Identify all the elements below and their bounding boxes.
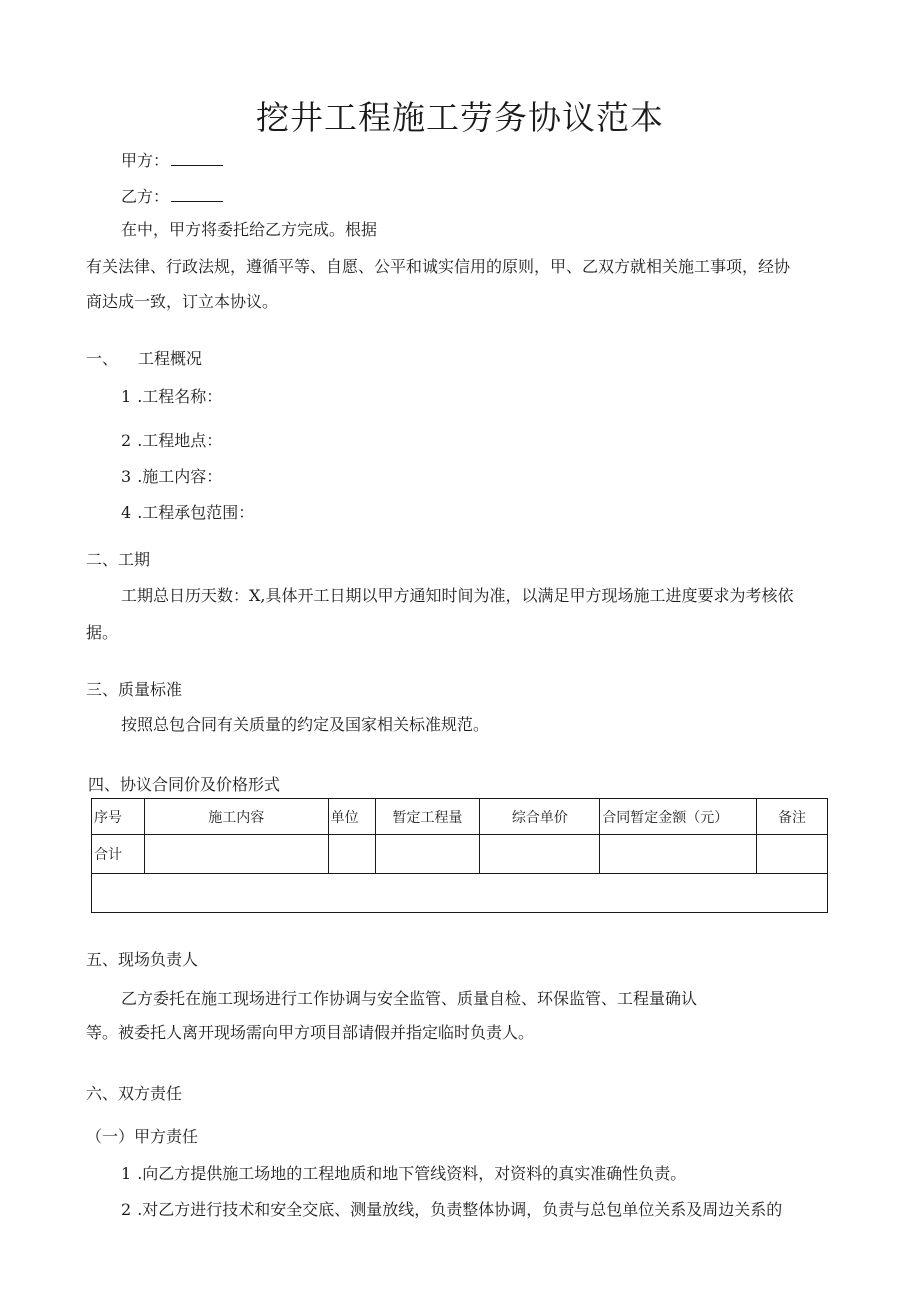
section-5-heading: 五、现场负责人 — [86, 950, 199, 969]
item-number: 1 — [121, 387, 132, 406]
table-cell — [600, 835, 757, 874]
party-b-label: 乙方： — [121, 187, 170, 206]
table-total-row — [92, 835, 828, 874]
item-text: .向乙方提供施工场地的工程地质和地下管线资料，对资料的真实准确性负责。 — [137, 1164, 687, 1183]
document-title: 挖井工程施工劳务协议范本 — [256, 98, 664, 137]
party-a-label: 甲方： — [121, 151, 170, 170]
section-6-heading: 六、双方责任 — [86, 1084, 183, 1103]
table-header-row — [92, 799, 828, 835]
section-1-number: 一、 — [86, 349, 119, 368]
section-1-title: 工程概况 — [138, 349, 203, 368]
party-b-line — [121, 184, 223, 207]
party-a-line — [121, 148, 223, 171]
item-number: 1 — [121, 1164, 132, 1183]
item-text: .工程地点： — [137, 431, 223, 450]
item-number: 2 — [121, 1200, 132, 1219]
item-number: 2 — [121, 431, 132, 450]
section-1-heading — [86, 346, 202, 369]
table-cell — [328, 835, 375, 874]
header-cell: 序号 — [92, 799, 145, 835]
party-a-duty-1 — [121, 1161, 686, 1184]
section-2-heading: 二、工期 — [86, 550, 151, 569]
section-3-line-1: 按照总包合同有关质量的约定及国家相关标准规范。 — [121, 715, 490, 734]
table-cell — [144, 835, 328, 874]
table-empty-row — [92, 874, 828, 913]
item-number: 4 — [121, 503, 132, 522]
header-cell: 合同暂定金额（元） — [600, 799, 757, 835]
item-text: .工程名称： — [137, 387, 223, 406]
item-text: .施工内容： — [137, 467, 223, 486]
project-item-3 — [121, 464, 222, 487]
project-item-2 — [121, 428, 222, 451]
total-label-cell: 合计 — [92, 835, 145, 874]
item-number: 3 — [121, 467, 132, 486]
item-text: .工程承包范围： — [137, 503, 255, 522]
party-b-blank — [171, 189, 223, 202]
project-item-4 — [121, 500, 254, 523]
intro-line-1: 在中，甲方将委托给乙方完成。根据 — [121, 220, 378, 239]
table-cell — [92, 874, 828, 913]
project-item-1 — [121, 384, 222, 407]
party-a-blank — [171, 153, 223, 166]
header-cell: 施工内容 — [144, 799, 328, 835]
price-table — [91, 798, 828, 913]
item-text: .对乙方进行技术和安全交底、测量放线，负责整体协调，负责与总包单位关系及周边关系的 — [137, 1200, 783, 1219]
section-3-heading: 三、质量标准 — [86, 680, 183, 699]
section-5-line-1: 乙方委托在施工现场进行工作协调与安全监管、质量自检、环保监管、工程量确认 — [121, 989, 698, 1008]
header-cell: 综合单价 — [480, 799, 600, 835]
table-cell — [375, 835, 480, 874]
intro-line-2: 有关法律、行政法规，遵循平等、自愿、公平和诚实信用的原则，甲、乙双方就相关施工事项，经协 — [86, 257, 791, 276]
section-5-line-2: 等。被委托人离开现场需向甲方项目部请假并指定临时负责人。 — [86, 1023, 535, 1042]
section-2-line-1: 工期总日历天数：X,具体开工日期以甲方通知时间为准，以满足甲方现场施工进度要求为考核依 — [121, 586, 794, 605]
table-cell — [480, 835, 600, 874]
intro-line-3: 商达成一致，订立本协议。 — [86, 292, 279, 311]
party-a-duty-2 — [121, 1197, 782, 1220]
header-cell: 单位 — [328, 799, 375, 835]
section-6-subheading: （一）甲方责任 — [86, 1127, 199, 1146]
header-cell: 备注 — [757, 799, 828, 835]
section-2-line-2: 据。 — [86, 623, 119, 642]
section-4-heading: 四、协议合同价及价格形式 — [88, 775, 281, 794]
header-cell: 暂定工程量 — [375, 799, 480, 835]
table-cell — [757, 835, 828, 874]
